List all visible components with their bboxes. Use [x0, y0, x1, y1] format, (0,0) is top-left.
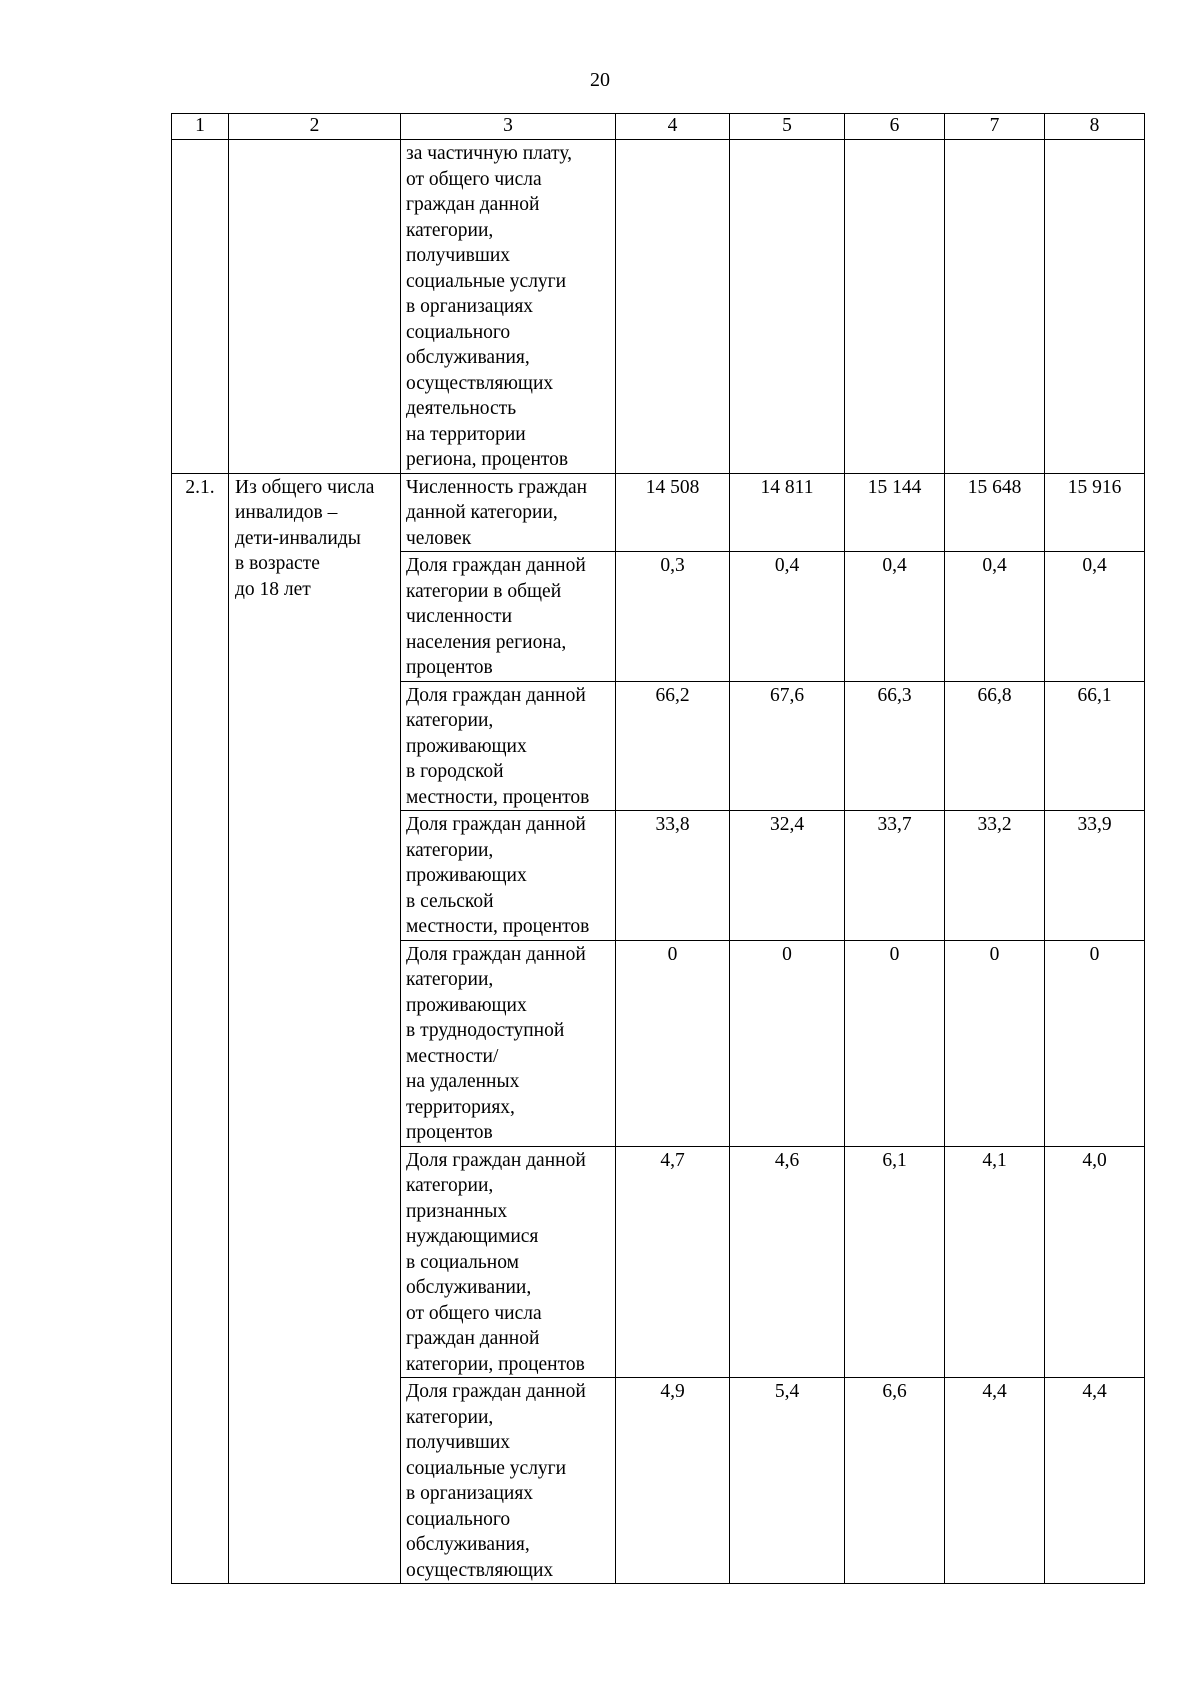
value-cell: 4,4 [1045, 1378, 1145, 1584]
value-cell: 6,6 [845, 1378, 945, 1584]
indicator-cell: Доля граждан данной категории, проживающих в сельской местности, процентов [401, 811, 616, 941]
value-cell: 33,8 [616, 811, 730, 941]
value-cell: 15 144 [845, 473, 945, 552]
table-row-continuation [172, 140, 1145, 474]
empty-cell [945, 140, 1045, 474]
value-cell: 4,9 [616, 1378, 730, 1584]
empty-cell [229, 140, 401, 474]
value-cell: 4,1 [945, 1146, 1045, 1378]
value-cell: 66,1 [1045, 681, 1145, 811]
empty-cell [730, 140, 845, 474]
value-cell: 0 [730, 940, 845, 1146]
header-cell: 2 [229, 114, 401, 140]
header-cell: 6 [845, 114, 945, 140]
value-cell: 4,0 [1045, 1146, 1145, 1378]
value-cell: 0 [1045, 940, 1145, 1146]
value-cell: 66,3 [845, 681, 945, 811]
indicator-cell: Доля граждан данной категории в общей численности населения региона, процентов [401, 552, 616, 682]
indicator-cell: Доля граждан данной категории, проживающих в труднодоступной местности/ на удаленных территориях, процентов [401, 940, 616, 1146]
value-cell: 33,7 [845, 811, 945, 941]
empty-cell [1045, 140, 1145, 474]
value-cell: 15 916 [1045, 473, 1145, 552]
table-header-row [172, 114, 1145, 140]
value-cell: 32,4 [730, 811, 845, 941]
value-cell: 67,6 [730, 681, 845, 811]
header-cell: 8 [1045, 114, 1145, 140]
value-cell: 0 [945, 940, 1045, 1146]
value-cell: 66,8 [945, 681, 1045, 811]
value-cell: 0 [845, 940, 945, 1146]
header-cell: 4 [616, 114, 730, 140]
value-cell: 66,2 [616, 681, 730, 811]
value-cell: 14 811 [730, 473, 845, 552]
value-cell: 0,4 [730, 552, 845, 682]
indicator-cell: Доля граждан данной категории, признанных нуждающимися в социальном обслуживании, от общего числа граждан данной категории, процентов [401, 1146, 616, 1378]
value-cell: 4,7 [616, 1146, 730, 1378]
indicator-cell: Доля граждан данной категории, получивших социальные услуги в организациях социального обслуживания, осуществляющих [401, 1378, 616, 1584]
value-cell: 0,3 [616, 552, 730, 682]
header-cell: 5 [730, 114, 845, 140]
empty-cell [172, 140, 229, 474]
value-cell: 15 648 [945, 473, 1045, 552]
value-cell: 0,4 [845, 552, 945, 682]
group-name-cell: Из общего числа инвалидов – дети-инвалиды в возрасте до 18 лет [229, 473, 401, 1584]
data-table [171, 113, 1145, 1584]
header-cell: 1 [172, 114, 229, 140]
group-number-cell: 2.1. [172, 473, 229, 1584]
value-cell: 33,2 [945, 811, 1045, 941]
indicator-cell: Численность граждан данной категории, человек [401, 473, 616, 552]
page-number: 20 [590, 69, 610, 91]
value-cell: 14 508 [616, 473, 730, 552]
table-row [172, 473, 1145, 552]
indicator-cell: за частичную плату, от общего числа граждан данной категории, получивших социальные услуги в организациях социального обслуживания, осуществляющих деятельность на территории региона, процентов [401, 140, 616, 474]
value-cell: 33,9 [1045, 811, 1145, 941]
value-cell: 4,6 [730, 1146, 845, 1378]
value-cell: 0 [616, 940, 730, 1146]
value-cell: 0,4 [1045, 552, 1145, 682]
header-cell: 3 [401, 114, 616, 140]
header-cell: 7 [945, 114, 1045, 140]
indicator-cell: Доля граждан данной категории, проживающих в городской местности, процентов [401, 681, 616, 811]
empty-cell [616, 140, 730, 474]
value-cell: 0,4 [945, 552, 1045, 682]
value-cell: 5,4 [730, 1378, 845, 1584]
value-cell: 4,4 [945, 1378, 1045, 1584]
empty-cell [845, 140, 945, 474]
value-cell: 6,1 [845, 1146, 945, 1378]
